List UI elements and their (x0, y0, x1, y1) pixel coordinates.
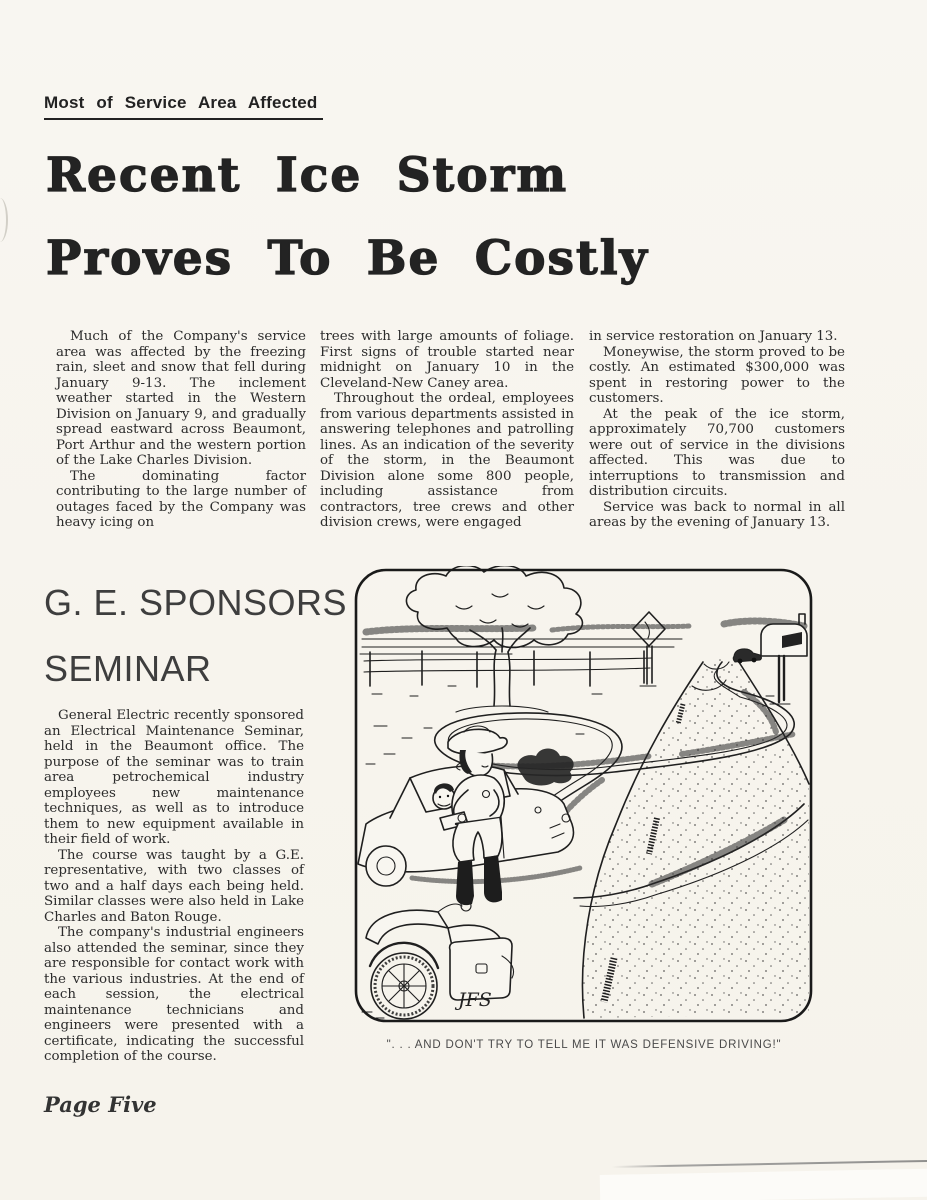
cartoon-drawing (352, 566, 816, 1030)
cartoon-distant-car (733, 649, 761, 664)
seminar-heading-line-2: SEMINAR (44, 648, 212, 689)
paragraph: Service was back to normal in all areas by the evening of January 13. (589, 499, 845, 530)
scan-artifact-page-edge (600, 1168, 927, 1200)
paragraph: The company's industrial engineers also attended the seminar, since they are responsible for contact work with the various industries. At the end of each session, the electrical maintenance technicians and engineers were presented with a certificate, indicating the successful completion of the course. (44, 925, 304, 1064)
scan-artifact-edge-mark (0, 198, 8, 242)
paragraph: in service restoration on January 13. (589, 329, 838, 344)
kicker-headline: Most of Service Area Affected (44, 93, 323, 120)
page-number: Page Five (44, 1092, 157, 1117)
main-title-line-2: Proves To Be Costly (46, 231, 649, 286)
paragraph: Throughout the ordeal, employees from various departments assisted in answering telephones and patrolling lines. As an indication of the severity of the storm, in the Beaumont Division alone some 800 people, including assistance from contractors, tree crews and other division crews, were engaged (320, 391, 574, 530)
storm-article-column-1 (56, 329, 306, 531)
cartoon-officer (440, 726, 507, 905)
seminar-heading-line-1: G. E. SPONSORS (44, 582, 348, 623)
scan-artifact-edge-line (612, 1160, 927, 1168)
cartoon-mailbox (761, 614, 807, 704)
seminar-article-body (44, 708, 304, 1065)
main-title-line-1: Recent Ice Storm (46, 148, 569, 203)
paragraph: The course was taught by a G.E. representative, with two classes of two and a half days each being held. Similar classes were also held in Lake Charles and Baton Rouge. (44, 847, 304, 925)
paragraph: Much of the Company's service area was affected by the freezing rain, sleet and snow that fell during January 9-13. The inclement weather started in the Western Division on January 9, and gradually spread eastward across Beaumont, Port Arthur and the western portion of the Lake Charles Division. (56, 329, 306, 468)
cartoon-caption: ". . . AND DON'T TRY TO TELL ME IT WAS DEFENSIVE DRIVING!" (386, 1039, 782, 1051)
paragraph: General Electric recently sponsored an Electrical Maintenance Seminar, held in the Beaumont office. The purpose of the seminar was to train area petrochemical industry employees new maintenance techniques, as well as to introduce them to new equipment available in their field of work. (44, 708, 304, 847)
paragraph: At the peak of the ice storm, approximately 70,700 customers were out of service in the divisions affected. This was due to interruptions to transmission and distribution circuits. (589, 406, 845, 499)
storm-article-column-2 (320, 329, 574, 531)
cartoonist-signature: JFS (458, 989, 492, 1011)
cartoon-road-sign (633, 612, 665, 686)
paragraph: Moneywise, the storm proved to be costly. An estimated $300,000 was spent in restoring power to the customers. (589, 344, 845, 406)
storm-article-column-3 (589, 329, 845, 531)
paragraph: trees with large amounts of foliage. First signs of trouble started near midnight on January 10 in the Cleveland-New Caney area. (320, 329, 574, 391)
cartoon-illustration (352, 566, 816, 1030)
paragraph: The dominating factor contributing to the large number of outages faced by the Company was heavy icing on (56, 468, 306, 530)
